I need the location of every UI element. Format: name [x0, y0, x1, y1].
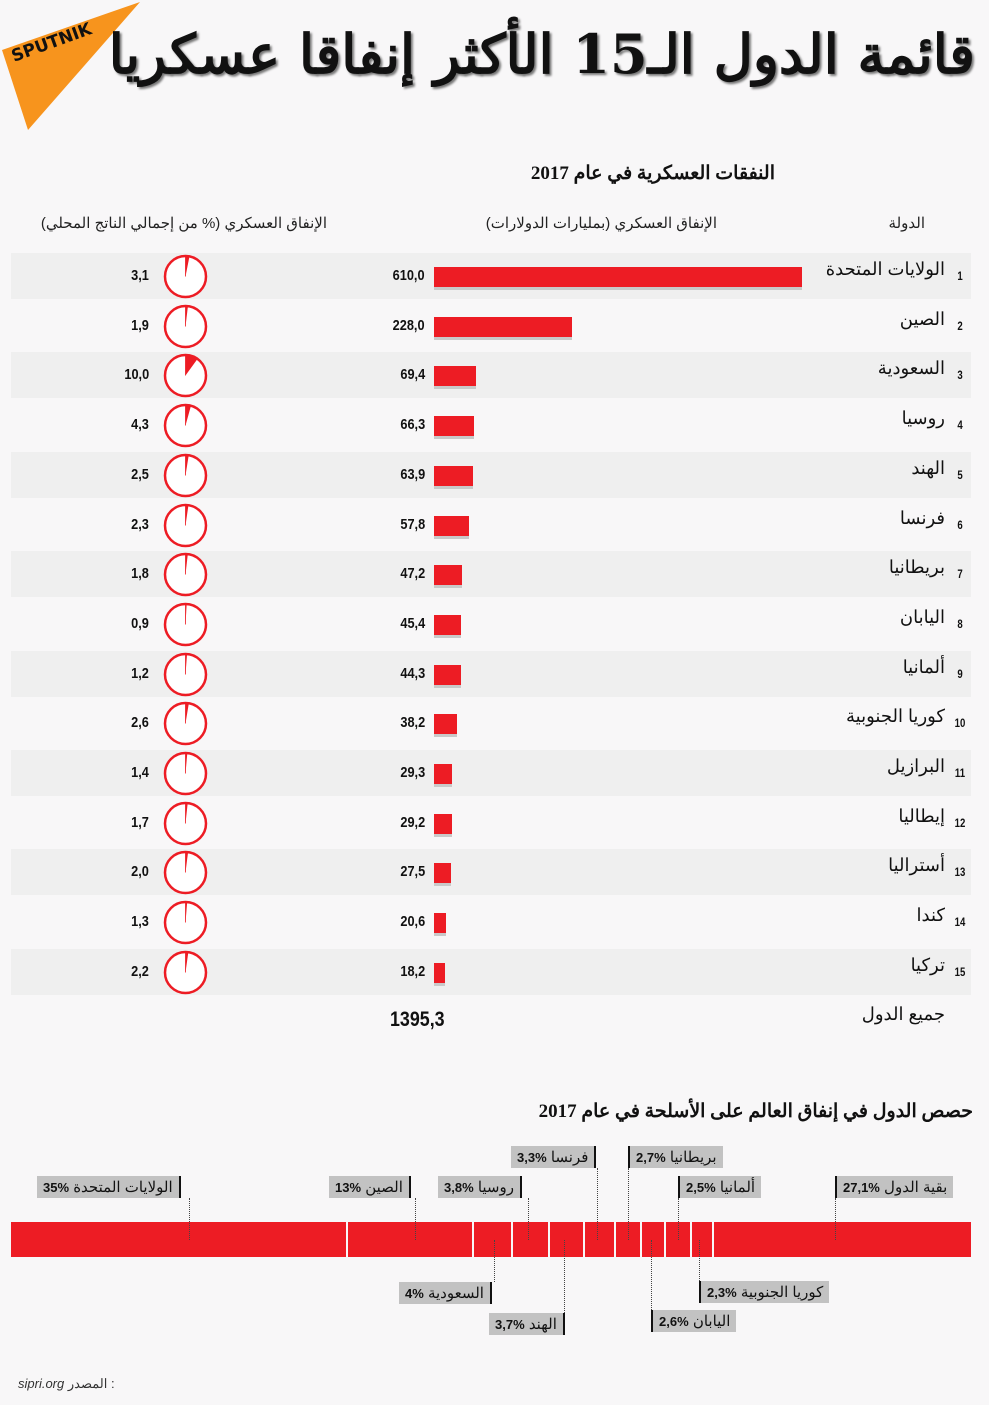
gdp-share-pie-icon — [163, 900, 208, 945]
rank-number: 3 — [957, 368, 963, 383]
table-row — [11, 849, 971, 895]
column-header-country: الدولة — [888, 215, 925, 232]
callout-percent: 3,7% — [495, 1317, 525, 1332]
callout-country: روسيا — [477, 1179, 514, 1196]
share-segment — [348, 1222, 472, 1257]
country-name: الصين — [899, 308, 945, 329]
gdp-share-pie-icon — [163, 453, 208, 498]
spending-bar — [434, 814, 452, 834]
gdp-share-value: 1,3 — [131, 913, 149, 931]
callout-leader-line — [189, 1198, 190, 1240]
share-callout — [678, 1176, 761, 1198]
spending-bar — [434, 764, 452, 784]
callout-leader-line — [415, 1198, 416, 1240]
section-title-shares: حصص الدول في إنفاق العالم على الأسلحة في عام 2017 — [538, 1101, 973, 1122]
table-row — [11, 750, 971, 796]
share-callout — [699, 1281, 829, 1303]
country-name: ألمانيا — [902, 656, 945, 677]
spending-bar — [434, 366, 476, 386]
share-callout — [835, 1176, 953, 1198]
table-row — [11, 502, 971, 548]
callout-country: بريطانيا — [669, 1149, 717, 1166]
callout-country: السعودية — [427, 1285, 484, 1302]
spending-bar — [434, 714, 457, 734]
total-spending-label: جميع الدول — [861, 1004, 945, 1024]
callout-percent: 2,3% — [707, 1285, 737, 1300]
callout-leader-line — [651, 1240, 652, 1310]
source-url: sipri.org — [18, 1376, 65, 1391]
rank-number: 6 — [957, 517, 963, 532]
country-name: البرازيل — [886, 756, 945, 776]
gdp-share-pie-icon — [163, 652, 208, 697]
rank-number: 7 — [957, 567, 963, 582]
callout-country: ألمانيا — [719, 1179, 756, 1196]
rank-number: 1 — [957, 269, 963, 283]
spending-value: 228,0 — [393, 316, 425, 334]
gdp-share-pie-icon — [163, 304, 208, 349]
gdp-share-pie-icon — [163, 552, 208, 597]
gdp-share-pie-icon — [163, 353, 208, 398]
callout-percent: 35% — [43, 1180, 70, 1195]
callout-leader-line — [835, 1198, 836, 1240]
share-segment — [714, 1222, 971, 1257]
callout-percent: 3,8% — [444, 1180, 474, 1195]
callout-leader-line — [699, 1240, 700, 1281]
share-callout — [37, 1176, 181, 1198]
gdp-share-pie-icon — [163, 254, 208, 299]
callout-percent: 2,5% — [686, 1180, 716, 1195]
gdp-share-pie-icon — [163, 950, 208, 995]
country-name: بريطانيا — [888, 557, 945, 578]
country-name: السعودية — [877, 358, 945, 379]
gdp-share-value: 2,3 — [131, 515, 149, 533]
gdp-share-value: 10,0 — [124, 366, 149, 384]
rank-number: 14 — [954, 915, 966, 930]
rank-number: 12 — [954, 815, 966, 830]
spending-value: 66,3 — [400, 416, 425, 434]
spending-value: 610,0 — [393, 267, 425, 284]
spending-value: 44,3 — [400, 664, 425, 682]
country-name: الهند — [911, 457, 945, 478]
share-segment — [692, 1222, 712, 1257]
table-row — [11, 899, 971, 945]
rank-number: 9 — [957, 666, 963, 681]
callout-percent: 2,7% — [636, 1150, 666, 1165]
table-row — [11, 700, 971, 746]
share-callout — [329, 1176, 411, 1198]
share-segment — [11, 1222, 346, 1257]
share-callout — [628, 1146, 723, 1168]
gdp-share-pie-icon — [163, 403, 208, 448]
gdp-share-pie-icon — [163, 503, 208, 548]
spending-value: 63,9 — [400, 465, 425, 483]
gdp-share-value: 2,6 — [131, 714, 149, 732]
spending-bar — [434, 267, 802, 287]
rank-number: 15 — [954, 964, 966, 979]
callout-country: الصين — [365, 1179, 403, 1196]
column-header-gdp-share: الإنفاق العسكري (% من إجمالي الناتج المحلي) — [40, 215, 327, 232]
share-segment — [642, 1222, 664, 1257]
spending-bar — [434, 516, 469, 536]
source-credit — [18, 1376, 115, 1392]
gdp-share-pie-icon — [163, 602, 208, 647]
table-row — [11, 551, 971, 597]
share-callout — [651, 1310, 736, 1332]
callout-percent: 3,3% — [517, 1150, 547, 1165]
gdp-share-pie-icon — [163, 801, 208, 846]
callout-leader-line — [564, 1240, 565, 1313]
table-row — [11, 800, 971, 846]
table-row — [11, 949, 971, 995]
callout-leader-line — [597, 1168, 598, 1240]
gdp-share-value: 2,0 — [131, 863, 149, 881]
spending-bar — [434, 615, 461, 635]
spending-bar — [434, 913, 446, 933]
spending-bar — [434, 317, 572, 337]
spending-value: 45,4 — [400, 614, 425, 632]
gdp-share-value: 2,2 — [131, 962, 149, 980]
section-title-spending: النفقات العسكرية في عام 2017 — [530, 163, 775, 184]
spending-bar — [434, 565, 462, 585]
rank-number: 13 — [954, 865, 966, 880]
table-row — [11, 352, 971, 398]
callout-country: فرنسا — [550, 1149, 589, 1166]
spending-bar — [434, 416, 474, 436]
country-name: كندا — [916, 905, 945, 926]
table-row — [11, 402, 971, 448]
rank-number: 2 — [957, 318, 963, 333]
spending-value: 18,2 — [400, 962, 425, 980]
table-row — [11, 452, 971, 498]
gdp-share-pie-icon — [163, 701, 208, 746]
rank-number: 5 — [957, 467, 963, 482]
total-spending-value: 1395,3 — [390, 1008, 445, 1031]
callout-leader-line — [678, 1198, 679, 1240]
country-name: روسيا — [901, 408, 945, 429]
callout-percent: 13% — [335, 1180, 362, 1195]
gdp-share-value: 1,2 — [131, 664, 149, 682]
page-title: قائمة الدول الـ15 الأكثر إنفاقا عسكريا — [108, 22, 975, 86]
gdp-share-pie-icon — [163, 751, 208, 796]
table-row — [11, 253, 971, 299]
gdp-share-value: 4,3 — [131, 416, 149, 434]
share-callout — [438, 1176, 522, 1198]
callout-leader-line — [494, 1240, 495, 1282]
share-callout — [511, 1146, 596, 1168]
spending-bar — [434, 665, 461, 685]
source-label: المصدر : — [67, 1376, 115, 1391]
country-name: فرنسا — [899, 507, 945, 528]
gdp-share-value: 0,9 — [131, 614, 149, 632]
callout-percent: 2,6% — [659, 1314, 689, 1329]
country-name: الولايات المتحدة — [825, 259, 945, 279]
gdp-share-pie-icon — [163, 850, 208, 895]
brand-name: SPUTNIK — [8, 19, 95, 67]
table-row — [11, 651, 971, 697]
share-callout — [399, 1282, 492, 1304]
share-callout — [489, 1313, 565, 1335]
rank-number: 11 — [954, 766, 966, 780]
column-header-spending: الإنفاق العسكري (بمليارات الدولارات) — [485, 215, 717, 232]
rank-number: 4 — [957, 418, 963, 433]
gdp-share-value: 2,5 — [131, 465, 149, 483]
country-name: تركيا — [910, 954, 945, 975]
callout-country: اليابان — [692, 1313, 731, 1330]
callout-percent: 27,1% — [843, 1180, 880, 1195]
callout-country: بقية الدول — [884, 1179, 948, 1196]
spending-value: 27,5 — [400, 863, 425, 881]
spending-bar — [434, 963, 445, 983]
share-segment — [550, 1222, 583, 1257]
spending-value: 38,2 — [400, 714, 425, 732]
country-name: أستراليا — [888, 855, 945, 876]
rank-number: 10 — [954, 716, 966, 731]
share-segment — [513, 1222, 548, 1257]
table-row — [11, 601, 971, 647]
share-segment — [585, 1222, 614, 1257]
gdp-share-value: 1,4 — [131, 764, 149, 781]
callout-percent: 4% — [405, 1286, 424, 1301]
callout-country: الهند — [528, 1316, 557, 1333]
spending-value: 29,3 — [400, 764, 425, 781]
spending-bar — [434, 863, 451, 883]
share-segment — [474, 1222, 511, 1257]
spending-value: 57,8 — [400, 515, 425, 533]
callout-leader-line — [528, 1198, 529, 1240]
gdp-share-value: 1,9 — [131, 316, 149, 334]
country-name: كوريا الجنوبية — [846, 706, 945, 727]
world-share-stacked-bar — [11, 1222, 971, 1257]
gdp-share-value: 1,8 — [131, 565, 149, 583]
callout-country: الولايات المتحدة — [73, 1179, 173, 1196]
rank-number: 8 — [957, 616, 963, 631]
callout-country: كوريا الجنوبية — [740, 1284, 824, 1301]
table-row — [11, 303, 971, 349]
callout-leader-line — [628, 1168, 629, 1240]
country-name: اليابان — [899, 606, 945, 627]
gdp-share-value: 1,7 — [131, 813, 149, 831]
country-name: إيطاليا — [898, 805, 945, 826]
spending-value: 20,6 — [400, 913, 425, 931]
gdp-share-value: 3,1 — [131, 267, 149, 284]
spending-value: 69,4 — [400, 366, 425, 384]
spending-bar — [434, 466, 473, 486]
spending-value: 29,2 — [400, 813, 425, 831]
spending-value: 47,2 — [400, 565, 425, 583]
